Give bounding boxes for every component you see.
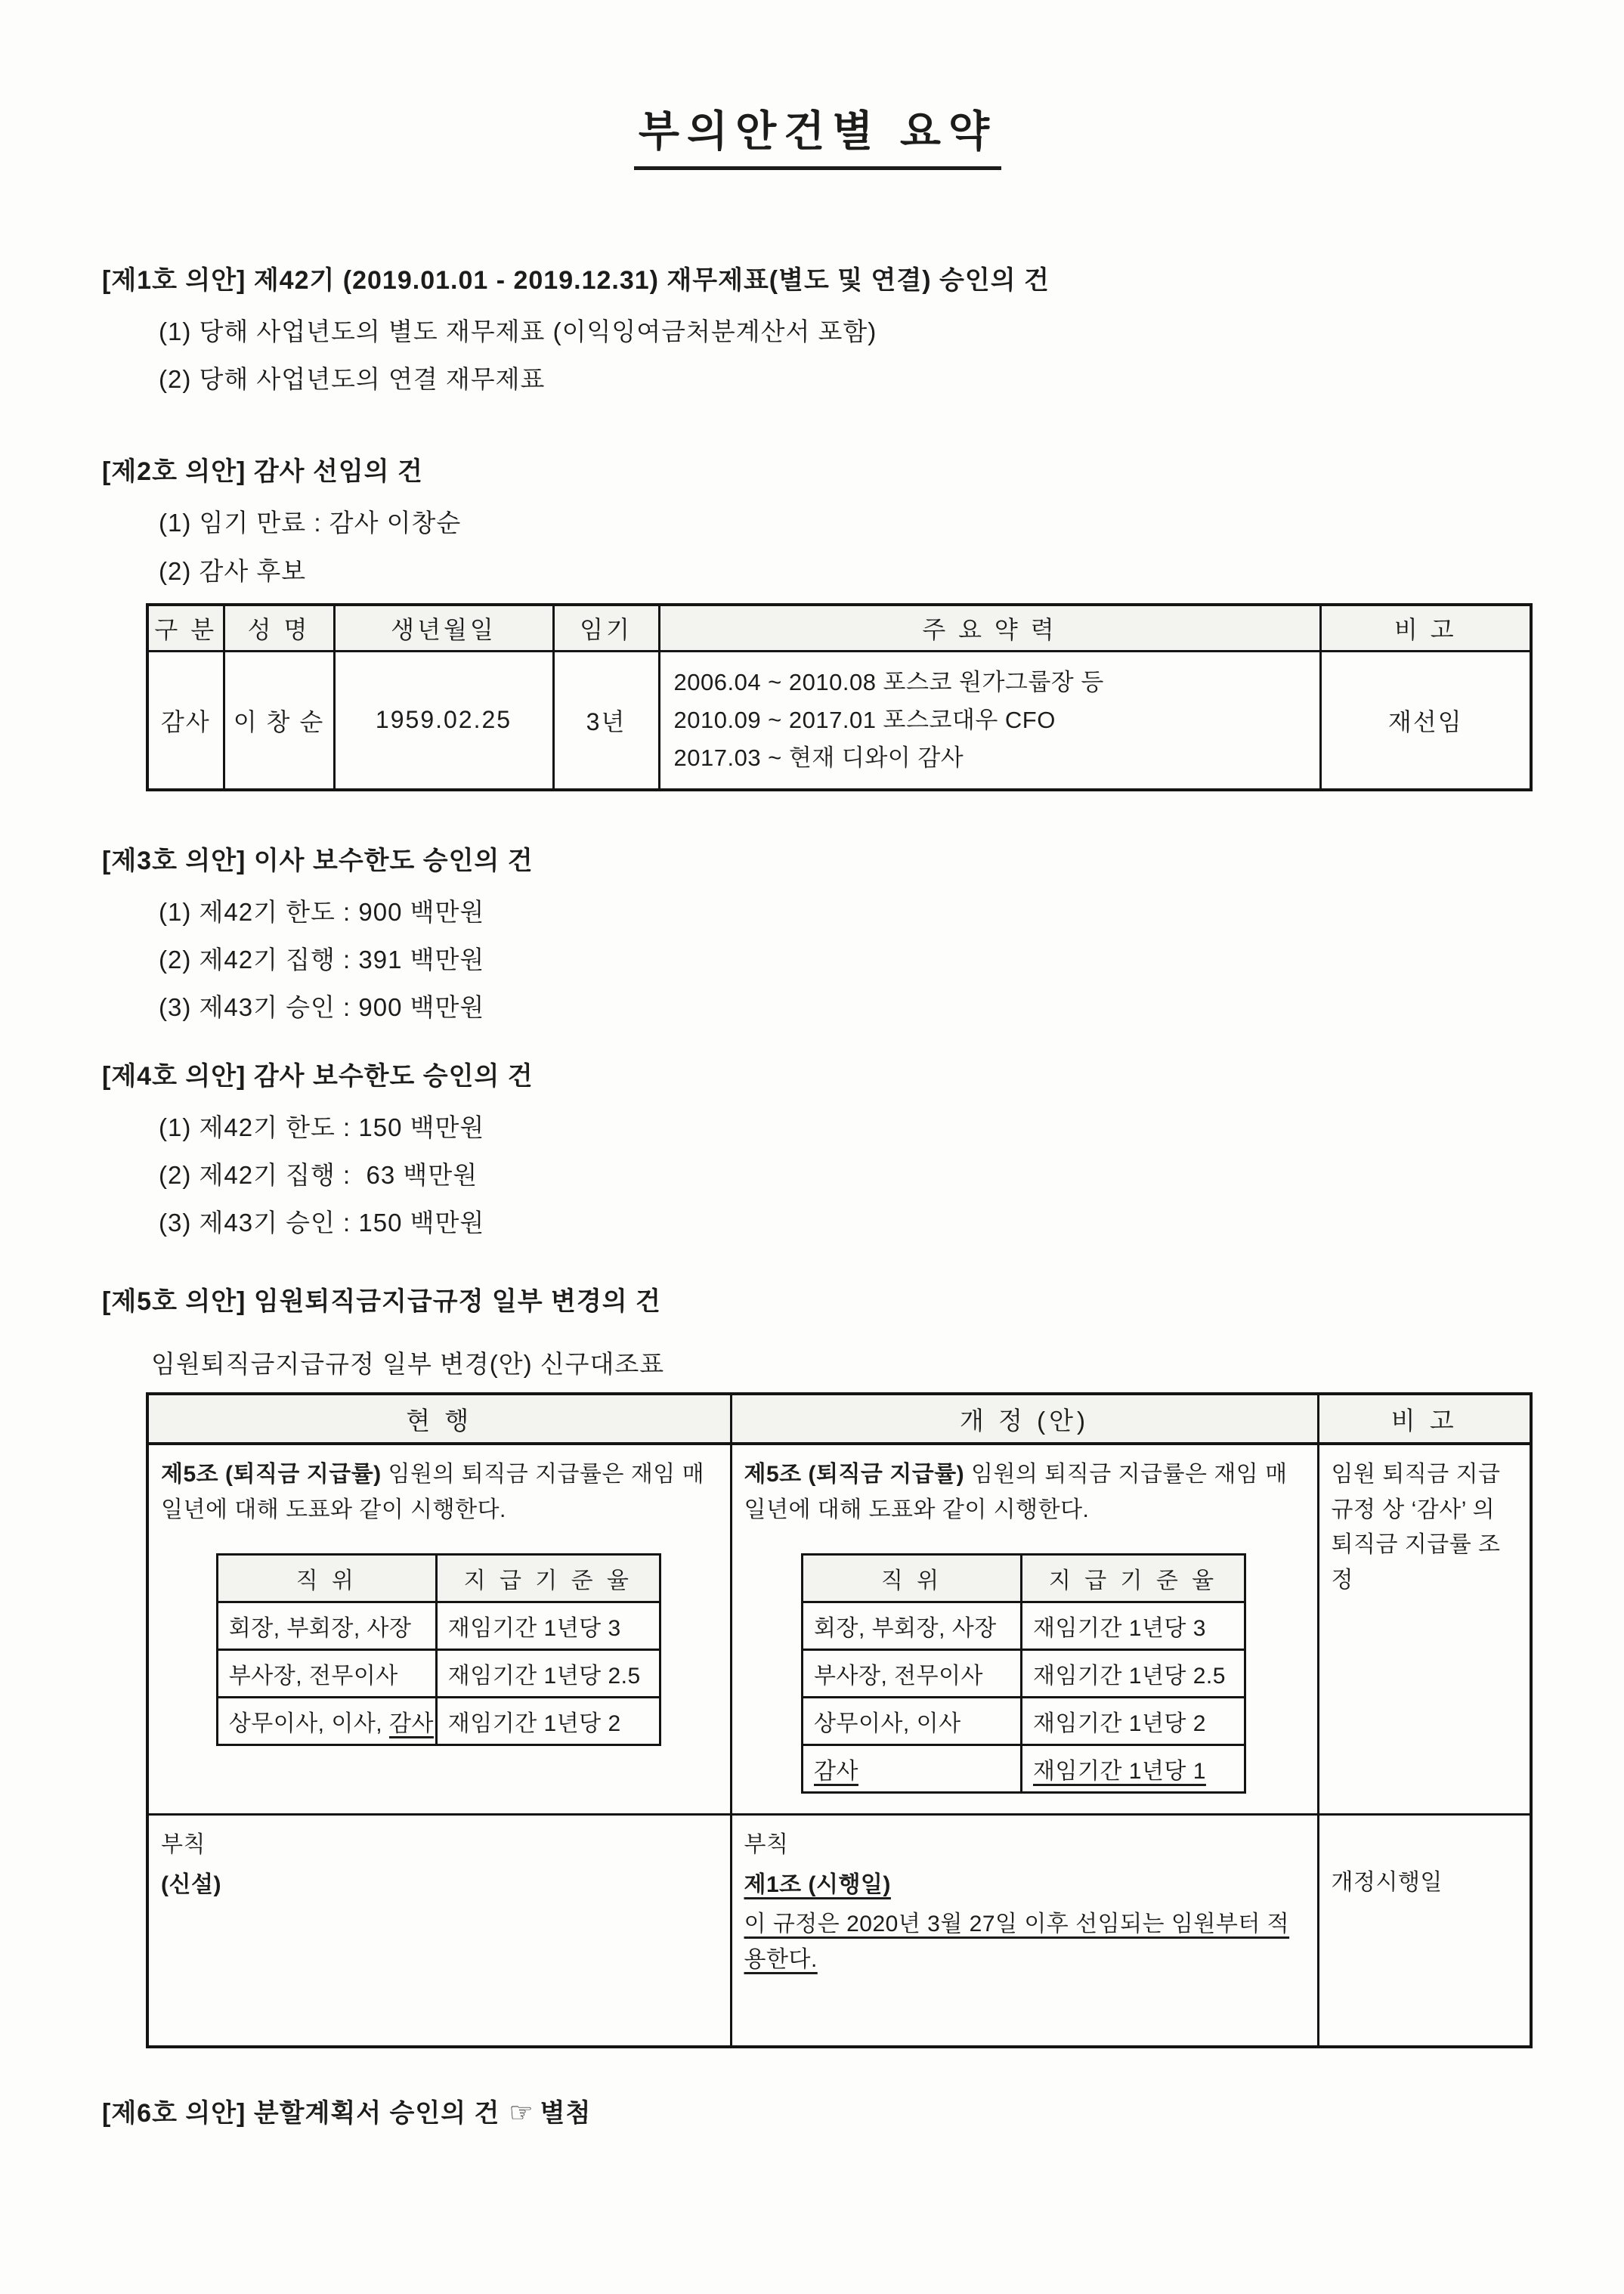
agenda-5-heading bbox=[102, 1280, 1533, 1317]
page-title-text: 부의안건별 요약 bbox=[634, 98, 1001, 170]
auditor-candidate-table bbox=[146, 603, 1533, 791]
table-header-row bbox=[147, 605, 1531, 652]
current-clause-title: 제5조 (퇴직금 지급률) bbox=[161, 1462, 382, 1488]
inner-header-row bbox=[803, 1555, 1245, 1602]
agenda-1-heading bbox=[102, 259, 1533, 296]
column-header-revised: 개 정 (안) bbox=[731, 1394, 1318, 1444]
column-header-career: 주 요 약 력 bbox=[659, 605, 1320, 652]
appendix-label: 부칙 bbox=[161, 1832, 206, 1858]
cell-position bbox=[803, 1745, 1022, 1793]
agenda-5 bbox=[102, 1280, 1533, 2048]
rate-row bbox=[217, 1650, 660, 1698]
column-header-name: 성 명 bbox=[224, 605, 334, 652]
cell-name: 이 창 순 bbox=[224, 651, 334, 790]
agenda-4-tag: [제4호 의안] bbox=[102, 1061, 246, 1091]
agenda-3-item: (3) 제43기 승인 : 900 백만원 bbox=[159, 993, 485, 1022]
rate-row bbox=[217, 1698, 660, 1745]
cell-current-regulation bbox=[147, 1444, 731, 1815]
cell-category: 감사 bbox=[147, 651, 224, 790]
inner-header-row bbox=[217, 1555, 660, 1602]
agenda-1-item: (1) 당해 사업년도의 별도 재무제표 (이익잉여금처분계산서 포함) bbox=[159, 317, 877, 345]
agenda-6-tag: [제6호 의안] bbox=[102, 2099, 246, 2128]
agenda-2-item: (2) 감사 후보 bbox=[159, 556, 307, 585]
current-clause bbox=[161, 1457, 716, 1528]
position-prefix: 상무이사, 이사, bbox=[228, 1711, 389, 1737]
spacer bbox=[102, 2048, 1533, 2092]
inner-column-position: 직 위 bbox=[217, 1555, 436, 1602]
agenda-4-item: (1) 제42기 한도 : 150 백만원 bbox=[159, 1113, 485, 1141]
agenda-1-item: (2) 당해 사업년도의 연결 재무제표 bbox=[159, 365, 546, 394]
revised-clause bbox=[744, 1457, 1304, 1528]
cell-rate: 재임기간 1년당 2 bbox=[436, 1698, 660, 1745]
agenda-3 bbox=[102, 840, 1533, 1024]
agenda-2 bbox=[102, 450, 1533, 791]
comparison-main-row bbox=[147, 1444, 1531, 1815]
appendix-clause-title: 제1조 (시행일) bbox=[744, 1871, 891, 1897]
cell-position: 회장, 부회장, 사장 bbox=[803, 1602, 1022, 1650]
current-clause-body: 임원의 퇴직금 지급률은 재임 매일년에 대해 도표와 같이 시행한다. bbox=[161, 1462, 705, 1522]
spacer bbox=[102, 1040, 1533, 1055]
cell-rate: 재임기간 1년당 3 bbox=[436, 1602, 660, 1650]
agenda-3-title: 이사 보수한도 승인의 건 bbox=[246, 846, 534, 875]
cell-rate: 재임기간 1년당 3 bbox=[1022, 1602, 1245, 1650]
cell-position: 부사장, 전무이사 bbox=[217, 1650, 436, 1698]
agenda-1 bbox=[102, 259, 1533, 395]
agenda-3-tag: [제3호 의안] bbox=[102, 846, 246, 875]
cell-current-appendix bbox=[147, 1815, 731, 2048]
agenda-6 bbox=[102, 2092, 1533, 2129]
appendix-label: 부칙 bbox=[744, 1832, 789, 1858]
spacer bbox=[102, 1255, 1533, 1280]
revised-clause-body: 임원의 퇴직금 지급률은 재임 매일년에 대해 도표와 같이 시행한다. bbox=[744, 1462, 1288, 1522]
cell-term: 3년 bbox=[553, 651, 659, 790]
agenda-4-item: (3) 제43기 승인 : 150 백만원 bbox=[159, 1209, 485, 1237]
agenda-2-title: 감사 선임의 건 bbox=[246, 457, 423, 487]
column-header-current: 현 행 bbox=[147, 1394, 731, 1444]
column-header-remark: 비 고 bbox=[1318, 1394, 1531, 1444]
appendix-remark-text: 개정시행일 bbox=[1331, 1870, 1443, 1896]
agenda-5-tag: [제5호 의안] bbox=[102, 1287, 246, 1317]
rate-row bbox=[803, 1698, 1245, 1745]
cell-birthdate: 1959.02.25 bbox=[334, 651, 553, 790]
column-header-category: 구 분 bbox=[147, 605, 224, 652]
main-remark-text: 임원 퇴직금 지급 규정 상 ‘감사’ 의 퇴직금 지급률 조정 bbox=[1331, 1462, 1501, 1593]
agenda-4 bbox=[102, 1055, 1533, 1240]
cell-revised-regulation bbox=[731, 1444, 1318, 1815]
spacer bbox=[102, 791, 1533, 840]
cell-position bbox=[217, 1698, 436, 1745]
agenda-3-item: (2) 제42기 집행 : 391 백만원 bbox=[159, 946, 485, 974]
position-underlined: 감사 bbox=[814, 1759, 858, 1785]
cell-position: 회장, 부회장, 사장 bbox=[217, 1602, 436, 1650]
cell-career bbox=[659, 651, 1320, 790]
pointing-hand-icon: ☞ bbox=[509, 2097, 534, 2128]
inner-column-rate: 지 급 기 준 율 bbox=[436, 1555, 660, 1602]
career-line: 2006.04 ~ 2010.08 포스코 원가그룹장 등 bbox=[673, 668, 1104, 695]
agenda-6-title: 분할계획서 승인의 건 bbox=[246, 2099, 500, 2128]
agenda-6-attachment: 별첨 bbox=[540, 2099, 592, 2128]
agenda-2-item: (1) 임기 만료 : 감사 이창순 bbox=[159, 509, 462, 537]
cell-rate bbox=[1022, 1745, 1245, 1793]
agenda-1-title: 제42기 (2019.01.01 - 2019.12.31) 재무제표(별도 및 연결) 승인의 건 bbox=[246, 266, 1050, 295]
agenda-6-heading bbox=[102, 2092, 1533, 2129]
column-header-birthdate: 생년월일 bbox=[334, 605, 553, 652]
cell-position: 부사장, 전무이사 bbox=[803, 1650, 1022, 1698]
agenda-2-tag: [제2호 의안] bbox=[102, 457, 246, 487]
current-rate-table bbox=[216, 1553, 661, 1746]
rate-underlined: 재임기간 1년당 1 bbox=[1033, 1759, 1206, 1785]
regulation-comparison-table bbox=[146, 1392, 1533, 2048]
agenda-4-title: 감사 보수한도 승인의 건 bbox=[246, 1061, 534, 1091]
page-title bbox=[102, 98, 1533, 170]
cell-note: 재선임 bbox=[1320, 651, 1531, 790]
position-underlined: 감사 bbox=[388, 1711, 434, 1737]
rate-row bbox=[217, 1602, 660, 1650]
inner-column-rate: 지 급 기 준 율 bbox=[1022, 1555, 1245, 1602]
inner-column-position: 직 위 bbox=[803, 1555, 1022, 1602]
column-header-term: 임기 bbox=[553, 605, 659, 652]
column-header-note: 비 고 bbox=[1320, 605, 1531, 652]
appendix-new-note: (신설) bbox=[161, 1871, 221, 1897]
career-line: 2017.03 ~ 현재 디와이 감사 bbox=[673, 745, 964, 772]
cell-revised-appendix bbox=[731, 1815, 1318, 2048]
career-line: 2010.09 ~ 2017.01 포스코대우 CFO bbox=[673, 706, 1056, 733]
cell-rate: 재임기간 1년당 2.5 bbox=[436, 1650, 660, 1698]
agenda-4-item: (2) 제42기 집행 : 63 백만원 bbox=[159, 1160, 478, 1189]
rate-row bbox=[803, 1650, 1245, 1698]
comparison-header-row bbox=[147, 1394, 1531, 1444]
agenda-4-heading bbox=[102, 1055, 1533, 1092]
agenda-2-heading bbox=[102, 450, 1533, 488]
cell-main-remark bbox=[1318, 1444, 1531, 1815]
table-row bbox=[147, 651, 1531, 790]
agenda-3-heading bbox=[102, 840, 1533, 877]
spacer bbox=[102, 411, 1533, 450]
cell-appendix-remark bbox=[1318, 1815, 1531, 2048]
appendix-clause-body: 이 규정은 2020년 3월 27일 이후 선임되는 임원부터 적용한다. bbox=[744, 1912, 1290, 1972]
cell-rate: 재임기간 1년당 2.5 bbox=[1022, 1650, 1245, 1698]
agenda-5-subtitle: 임원퇴직금지급규정 일부 변경(안) 신구대조표 bbox=[151, 1350, 665, 1379]
agenda-5-title: 임원퇴직금지급규정 일부 변경의 건 bbox=[246, 1287, 661, 1317]
rate-row bbox=[803, 1602, 1245, 1650]
comparison-appendix-row bbox=[147, 1815, 1531, 2048]
agenda-3-item: (1) 제42기 한도 : 900 백만원 bbox=[159, 897, 485, 926]
cell-position: 상무이사, 이사 bbox=[803, 1698, 1022, 1745]
rate-row-new bbox=[803, 1745, 1245, 1793]
revised-clause-title: 제5조 (퇴직금 지급률) bbox=[744, 1462, 965, 1488]
agenda-1-tag: [제1호 의안] bbox=[102, 266, 246, 295]
revised-rate-table bbox=[801, 1553, 1246, 1794]
cell-rate: 재임기간 1년당 2 bbox=[1022, 1698, 1245, 1745]
